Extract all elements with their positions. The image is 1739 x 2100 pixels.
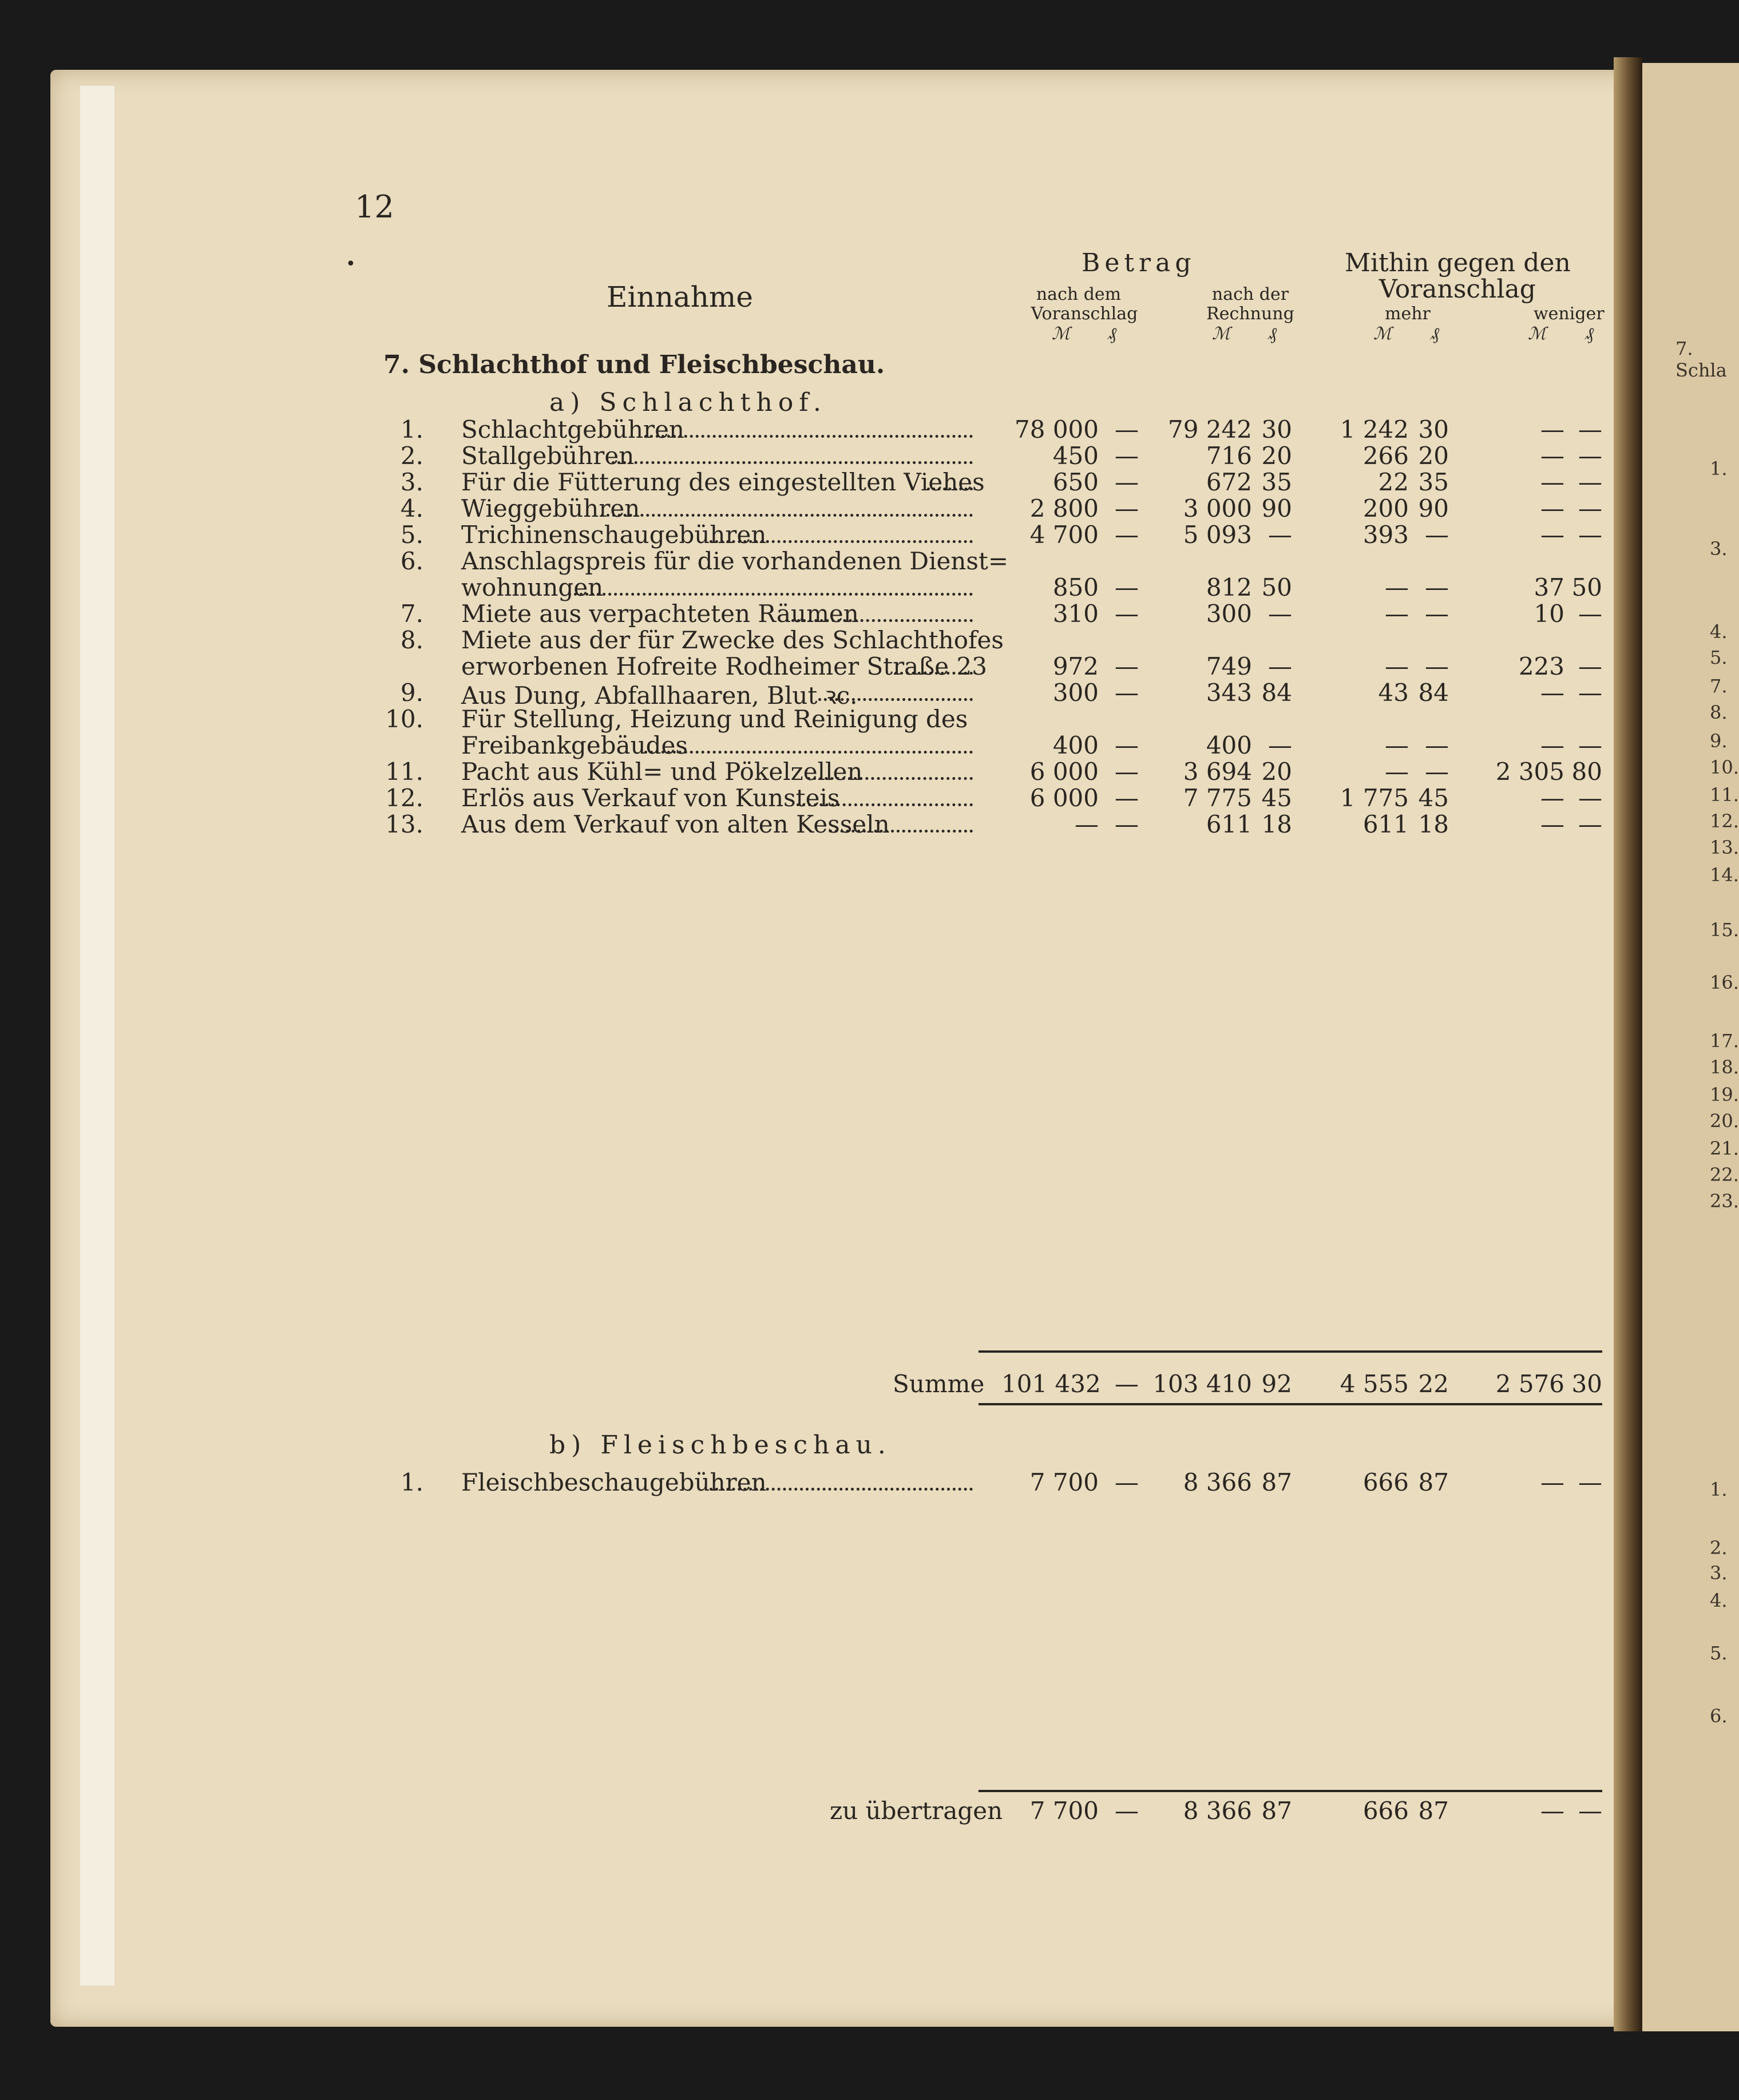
carry-c2: 87 [1261,1797,1292,1825]
amount-c3: — [1425,521,1449,549]
row-text-continued: wohnungen [461,573,604,601]
row-text: Aus dem Verkauf von alten Kesseln [461,810,890,838]
subsection-b-title: b) Fleischbeschau. [549,1431,892,1460]
amount-c3: — [1425,758,1449,786]
amount-c4: 50 [1571,573,1602,601]
amount-c4: — [1578,600,1602,628]
amount-c1: — [1115,652,1139,680]
amount-c2: 90 [1261,494,1292,522]
pfennig-unit: ₰ [1431,324,1439,344]
amount-c2: 45 [1261,784,1292,812]
dot-leader [644,748,973,754]
amount-v2: 8 366 [1183,1468,1252,1496]
amount-c2: 50 [1261,573,1292,601]
next-page-label: 13. [1710,837,1739,858]
amount-v1: 972 [1052,652,1099,680]
amount-v3: 666 [1362,1468,1409,1496]
amount-v4: 2 305 [1495,758,1564,786]
dot-leader [818,696,973,701]
amount-v3: — [1385,731,1409,759]
amount-c1: — [1115,1468,1139,1496]
amount-v3: 22 [1378,468,1409,496]
amount-c3: 45 [1418,784,1449,812]
mark-unit: ℳ [1212,324,1231,344]
amount-v2: 300 [1206,600,1252,628]
amount-c1: — [1115,810,1139,838]
next-page-label: 10. [1710,756,1739,778]
carry-rule [979,1790,1602,1792]
amount-c1: — [1115,494,1139,522]
amount-v1: 650 [1052,468,1099,496]
amount-c4: — [1578,679,1602,707]
pfennig-unit: ₰ [1108,324,1116,344]
next-page-label: 22. [1710,1164,1739,1186]
amount-v4: — [1540,784,1564,812]
row-number: 4. [400,494,423,522]
amount-v2: 3 000 [1183,494,1252,522]
amount-v3: 266 [1362,442,1409,470]
next-page-label: 23. [1710,1190,1739,1212]
amount-c2: 18 [1261,810,1292,838]
mehr-label: mehr [1385,304,1431,324]
dot-leader [786,617,973,622]
next-page-label: 5. [1710,647,1728,668]
row-text: Miete aus der für Zwecke des Schlachthofes [461,626,1004,654]
amount-v3: — [1385,758,1409,786]
amount-c1: — [1115,731,1139,759]
voranschlag-heading: Voranschlag [1379,275,1536,304]
betrag-heading: Betrag [1082,248,1196,278]
amount-v1: — [1075,810,1099,838]
amount-v4: — [1540,468,1564,496]
amount-v3: 43 [1378,679,1409,707]
amount-c3: 18 [1418,810,1449,838]
amount-c2: — [1268,731,1292,759]
next-page-label: 9. [1710,730,1728,752]
amount-c3: 30 [1418,415,1449,443]
amount-v3: 1 775 [1340,784,1409,812]
dot-leader [710,1485,973,1491]
amount-v1: 2 800 [1029,494,1099,522]
amount-c4: — [1578,494,1602,522]
sum-label: Summe [893,1370,985,1398]
amount-v1: 78 000 [1015,415,1099,443]
amount-c1: — [1115,758,1139,786]
amount-v2: 749 [1206,652,1252,680]
amount-v1: 4 700 [1029,521,1099,549]
amount-c1: — [1115,521,1139,549]
amount-v3: — [1385,600,1409,628]
amount-v3: 393 [1362,521,1409,549]
dot-leader [807,775,973,780]
dot-leader [829,827,973,833]
carry-c1: — [1115,1797,1139,1825]
row-number: 13. [385,810,423,838]
amount-v4: — [1540,810,1564,838]
amount-v2: 400 [1206,731,1252,759]
amount-v4: — [1540,1468,1564,1496]
next-page-label: 3. [1710,1562,1728,1584]
sum-v2: 103 410 [1152,1370,1252,1398]
amount-v4: — [1540,442,1564,470]
row-text: Aus Dung, Abfallhaaren, Blut ꝛc. [461,681,858,710]
row-number: 3. [400,468,423,496]
amount-c4: — [1578,521,1602,549]
rechnung-label: Rechnung [1206,304,1294,324]
amount-v1: 6 000 [1029,784,1099,812]
amount-v2: 79 242 [1168,415,1252,443]
amount-c3: 84 [1418,679,1449,707]
amount-v1: 850 [1052,573,1099,601]
amount-c2: 20 [1261,442,1292,470]
amount-v1: 300 [1052,679,1099,707]
row-text: Fleischbeschaugebühren [461,1468,767,1496]
row-number: 11. [385,758,423,786]
voranschlag-label: Voranschlag [1031,304,1138,324]
next-page-label: 15. [1710,919,1739,941]
carry-v1: 7 700 [1029,1797,1099,1825]
pfennig-unit: ₰ [1585,324,1594,344]
next-page-label: 6. [1710,1705,1728,1727]
amount-c4: 80 [1571,758,1602,786]
book-gutter [1614,57,1642,2031]
row-number: 12. [385,784,423,812]
amount-v2: 7 775 [1183,784,1252,812]
amount-c1: — [1115,784,1139,812]
row-number: 1. [400,1468,423,1496]
amount-c1: — [1115,600,1139,628]
row-number: 1. [400,415,423,443]
next-page-label: 5. [1710,1642,1728,1664]
dot-leader [601,512,973,517]
mithin-heading: Mithin gegen den [1345,248,1571,278]
carry-v2: 8 366 [1183,1797,1252,1825]
next-page-label: 19. [1710,1084,1739,1106]
amount-v1: 450 [1052,442,1099,470]
amount-c3: — [1425,652,1449,680]
carry-c3: 87 [1418,1797,1449,1825]
ink-dot: • [346,254,356,274]
next-page-label: 1. [1710,1479,1728,1500]
amount-c4: — [1578,468,1602,496]
amount-c1: — [1115,573,1139,601]
section-heading: Einnahme [607,280,753,314]
amount-v1: 6 000 [1029,758,1099,786]
amount-c2: 87 [1261,1468,1292,1496]
amount-c2: 84 [1261,679,1292,707]
row-text: Für die Fütterung des eingestellten Viehes [461,468,985,496]
amount-v2: 716 [1206,442,1252,470]
carry-c4: — [1578,1797,1602,1825]
next-page-label: 8. [1710,702,1728,723]
amount-c2: 20 [1261,758,1292,786]
amount-c4: — [1578,442,1602,470]
next-page-label: 17. [1710,1030,1739,1052]
amount-v1: 400 [1052,731,1099,759]
amount-v4: — [1540,415,1564,443]
row-number: 6. [400,547,423,575]
amount-c4: — [1578,810,1602,838]
amount-c4: — [1578,1468,1602,1496]
sum-c4: 30 [1571,1370,1602,1398]
carry-v4: — [1540,1797,1564,1825]
dot-leader [612,459,973,464]
section-title: 7. Schlachthof und Fleischbeschau. [383,350,885,379]
row-text-continued: Freibankgebäudes [461,731,688,759]
page-number: 12 [355,189,394,225]
amount-c1: — [1115,415,1139,443]
row-text: Trichinenschaugebühren [461,521,767,549]
sum-v3: 4 555 [1340,1370,1409,1398]
row-number: 8. [400,626,423,654]
sum-c3: 22 [1418,1370,1449,1398]
row-text: Wieggebühren [461,494,640,522]
amount-c2: — [1268,521,1292,549]
amount-v2: 343 [1206,679,1252,707]
row-number: 7. [400,600,423,628]
sum-v1: 101 432 [1001,1370,1101,1398]
amount-v4: — [1540,679,1564,707]
next-page-label: 16. [1710,972,1739,993]
amount-c3: 90 [1418,494,1449,522]
sum-c2: 92 [1261,1370,1292,1398]
mark-unit: ℳ [1052,324,1071,344]
row-text: Erlös aus Verkauf von Kunsteis [461,784,840,812]
row-text: Schlachtgebühren [461,415,684,443]
amount-c3: 35 [1418,468,1449,496]
next-page-label: 14. [1710,864,1739,886]
amount-c2: — [1268,652,1292,680]
amount-c4: — [1578,784,1602,812]
amount-c2: 30 [1261,415,1292,443]
row-text: Miete aus verpachteten Räumen [461,600,859,628]
next-page-label: 18. [1710,1056,1739,1078]
sum-c1: — [1115,1370,1139,1398]
amount-v3: — [1385,652,1409,680]
amount-v4: 37 [1534,573,1564,601]
amount-v3: 200 [1362,494,1409,522]
dot-leader [797,801,973,806]
amount-c3: — [1425,600,1449,628]
pfennig-unit: ₰ [1268,324,1277,344]
amount-c1: — [1115,679,1139,707]
amount-v4: — [1540,521,1564,549]
row-text: Anschlagspreis für die vorhandenen Dienst= [461,547,1009,575]
amount-v2: 5 093 [1183,521,1252,549]
row-text-continued: erworbenen Hofreite Rodheimer Straße 23 [461,652,987,680]
amount-c4: — [1578,652,1602,680]
next-page-label: 2. [1710,1537,1728,1559]
amount-v4: — [1540,494,1564,522]
amount-c4: — [1578,731,1602,759]
amount-v4: 223 [1518,652,1564,680]
mark-unit: ℳ [1528,324,1547,344]
amount-v3: 1 242 [1340,415,1409,443]
next-page-label: 4. [1710,1590,1728,1611]
mark-unit: ℳ [1373,324,1392,344]
amount-c2: — [1268,600,1292,628]
nach-der-label: nach der [1211,284,1289,304]
amount-v2: 3 694 [1183,758,1252,786]
row-text: Stallgebühren [461,442,635,470]
carry-v3: 666 [1362,1797,1409,1825]
weniger-label: weniger [1534,304,1605,324]
dot-leader [894,669,973,675]
amount-v1: 310 [1052,600,1099,628]
next-page-label: 21. [1710,1138,1739,1159]
row-number: 9. [400,679,423,707]
row-number: 5. [400,521,423,549]
amount-c3: 87 [1418,1468,1449,1496]
next-page-label: 7. Schla [1675,338,1727,381]
amount-c1: — [1115,468,1139,496]
dot-leader [927,485,973,490]
next-page-label: 20. [1710,1110,1739,1132]
next-page-label: 3. [1710,538,1728,560]
dot-leader [568,591,973,596]
amount-c3: 20 [1418,442,1449,470]
amount-c4: — [1578,415,1602,443]
dot-leader [644,433,973,438]
next-page-label: 7. [1710,675,1728,697]
amount-v3: — [1385,573,1409,601]
amount-v2: 672 [1206,468,1252,496]
sum-v4: 2 576 [1495,1370,1564,1398]
amount-c2: 35 [1261,468,1292,496]
page-edge [80,86,114,1986]
amount-v3: 611 [1362,810,1409,838]
amount-v2: 611 [1206,810,1252,838]
amount-c1: — [1115,442,1139,470]
next-page-label: 11. [1710,784,1739,806]
amount-v1: 7 700 [1029,1468,1099,1496]
sum-rule-top [979,1350,1602,1353]
amount-v4: — [1540,731,1564,759]
row-text: Für Stellung, Heizung und Reinigung des [461,705,968,733]
amount-c3: — [1425,573,1449,601]
amount-v2: 812 [1206,573,1252,601]
amount-c3: — [1425,731,1449,759]
subsection-a-title: a) Schlachthof. [549,388,827,417]
carry-label: zu übertragen [830,1797,1003,1825]
next-page-label: 12. [1710,810,1739,832]
dot-leader [710,538,973,543]
row-number: 2. [400,442,423,470]
amount-v4: 10 [1534,600,1564,628]
next-page-label: 1. [1710,458,1728,480]
sum-rule-bottom [979,1403,1602,1405]
nach-dem-label: nach dem [1036,284,1122,304]
row-text: Pacht aus Kühl= und Pökelzellen [461,758,863,786]
row-number: 10. [385,705,423,733]
next-page-label: 4. [1710,621,1728,643]
